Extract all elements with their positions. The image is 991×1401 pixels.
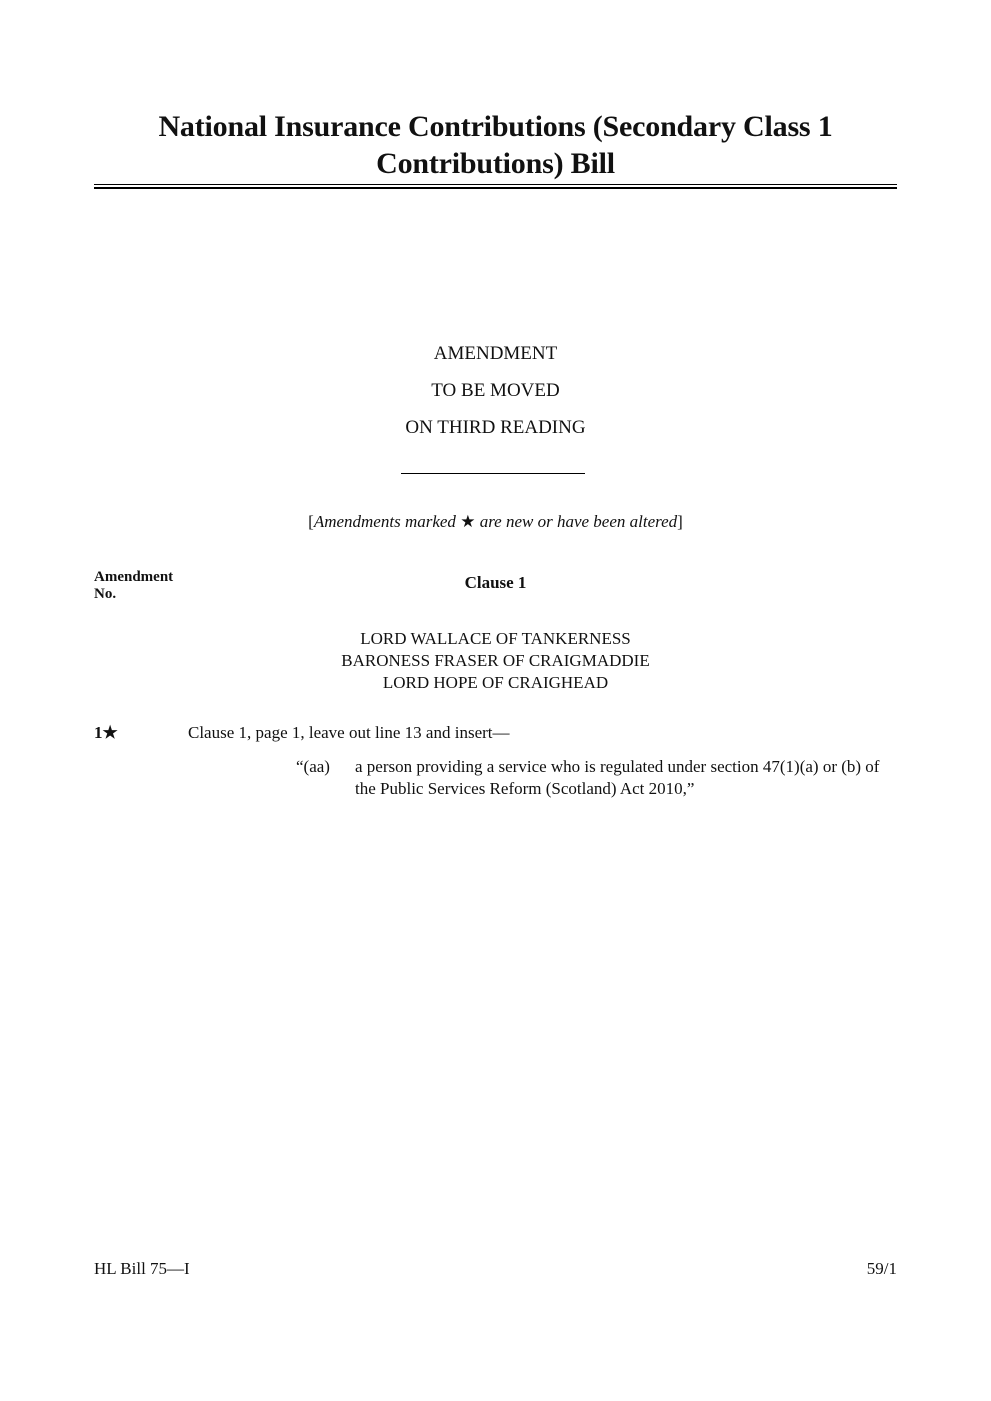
star-icon: ★ [460,512,476,531]
note-close-bracket: ] [677,512,683,531]
sponsors-list [94,628,897,694]
sponsor-name: LORD WALLACE OF TANKERNESS [360,629,631,648]
amendment-label-line1: Amendment [94,569,174,585]
clause-heading: Clause 1 [464,573,527,592]
bill-reference: HL Bill 75—I [94,1259,190,1278]
sponsor-name: LORD HOPE OF CRAIGHEAD [382,673,609,692]
bill-title: National Insurance Contributions (Secondary Class 1 Contributions) Bill [158,110,833,180]
page-reference: 59/1 [866,1259,897,1278]
note-text-after: are new or have been altered [475,512,678,531]
amendment-text: Clause 1, page 1, leave out line 13 and insert— [188,723,510,742]
heading-amendment: AMENDMENT [433,343,558,364]
amendment-number: 1★ [94,723,118,742]
section-divider [401,473,585,474]
amendments-note [94,511,897,533]
insert-paragraph-text: a person providing a service who is regulated under section 47(1)(a) or (b) of the Public Services Reform (Scotland) Act 2010,” [355,757,880,798]
title-rule-thin [94,184,897,185]
amendment-label-line2: No. [94,586,117,602]
title-rule-thick [94,187,897,189]
heading-reading-stage: ON THIRD READING [405,417,586,438]
heading-to-be-moved: TO BE MOVED [431,380,560,401]
insert-paragraph-label: “(aa) [296,757,330,776]
sponsor-name: BARONESS FRASER OF CRAIGMADDIE [341,651,650,670]
note-open-bracket: [ [308,512,314,531]
note-text-before: Amendments marked [313,512,461,531]
